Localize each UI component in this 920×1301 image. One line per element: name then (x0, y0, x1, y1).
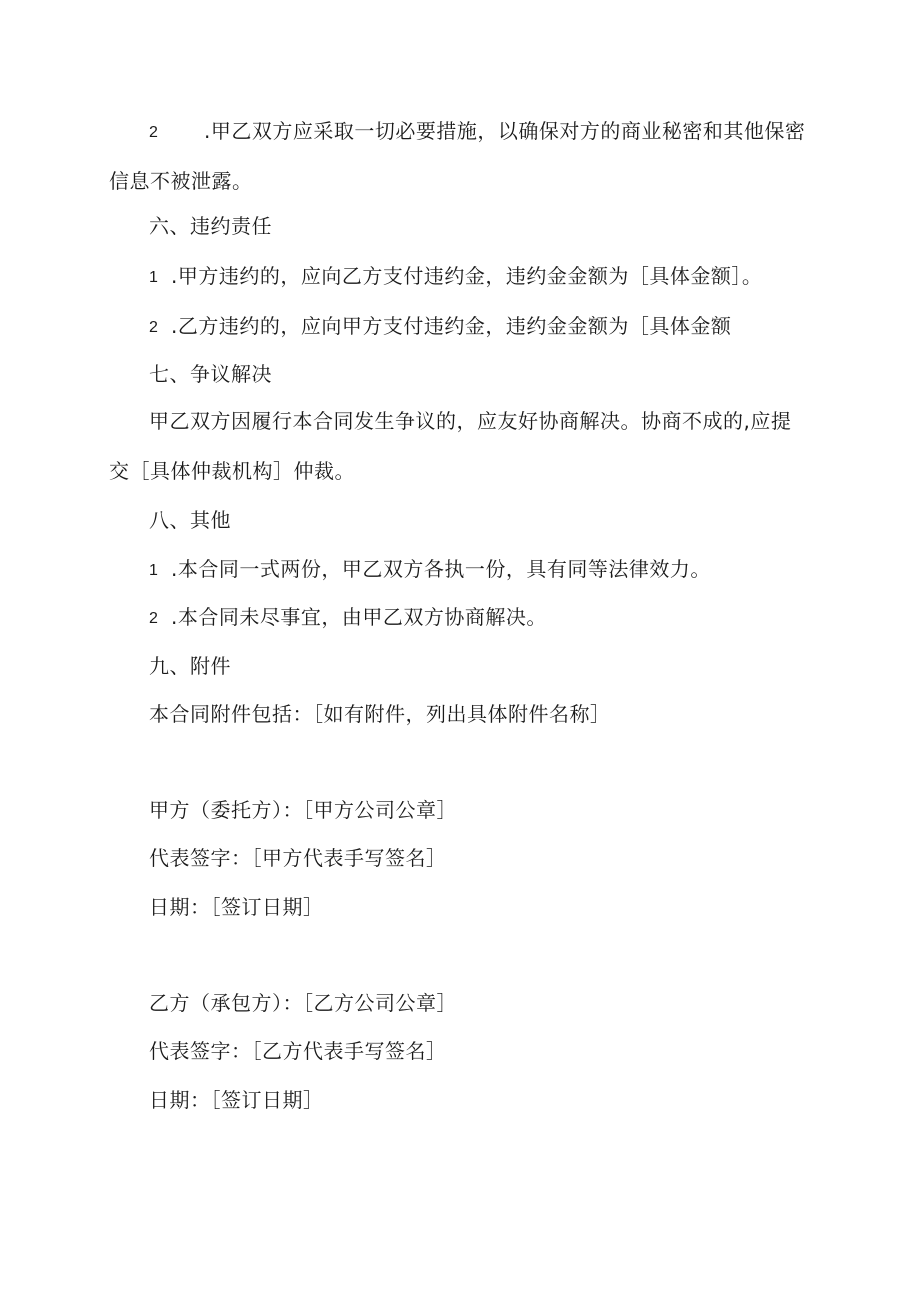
dispute-resolution-text-continued: 交［具体仲裁机构］仲裁。 (109, 459, 355, 483)
breach-item-2 (149, 312, 731, 342)
item-number: 2 (149, 319, 159, 336)
item-text: .本合同一式两份，甲乙双方各执一份，具有同等法律效力。 (171, 557, 711, 581)
item-number: 2 (149, 124, 159, 141)
breach-liability-heading: 六、违约责任 (149, 214, 272, 238)
party-a-signature: 代表签字：［甲方代表手写签名］ (149, 846, 447, 870)
party-b-signature: 代表签字：［乙方代表手写签名］ (149, 1039, 447, 1063)
breach-item-1 (149, 262, 762, 292)
attachments-heading: 九、附件 (149, 654, 231, 678)
party-b-name: 乙方（承包方）：［乙方公司公章］ (149, 991, 457, 1015)
dispute-resolution-heading: 七、争议解决 (149, 362, 272, 386)
item-number: 2 (149, 610, 159, 627)
dispute-resolution-text: 甲乙双方因履行本合同发生争议的，应友好协商解决。协商不成的,应提 (149, 409, 792, 433)
miscellaneous-item-1 (149, 555, 711, 585)
confidentiality-item-2-continued (109, 167, 253, 195)
attachments-text: 本合同附件包括：［如有附件，列出具体附件名称］ (149, 702, 611, 726)
party-b-date: 日期：［签订日期］ (149, 1088, 324, 1112)
party-a-name: 甲方（委托方）：［甲方公司公章］ (149, 798, 457, 822)
miscellaneous-heading: 八、其他 (149, 508, 231, 532)
item-number: 1 (149, 269, 159, 286)
item-text: .乙方违约的，应向甲方支付违约金，违约金金额为［具体金额 (171, 314, 732, 338)
item-number: 1 (149, 562, 159, 579)
miscellaneous-item-2 (149, 603, 547, 633)
party-a-date: 日期：［签订日期］ (149, 895, 324, 919)
item-text: .甲乙双方应采取一切必要措施，以确保对方的商业秘密和其他保密 (204, 119, 806, 143)
item-text: .甲方违约的，应向乙方支付违约金，违约金金额为［具体金额］。 (171, 264, 763, 288)
item-text: 信息不被泄露。 (109, 169, 253, 193)
confidentiality-item-2 (149, 117, 805, 147)
item-text: .本合同未尽事宜，由甲乙双方协商解决。 (171, 605, 547, 629)
